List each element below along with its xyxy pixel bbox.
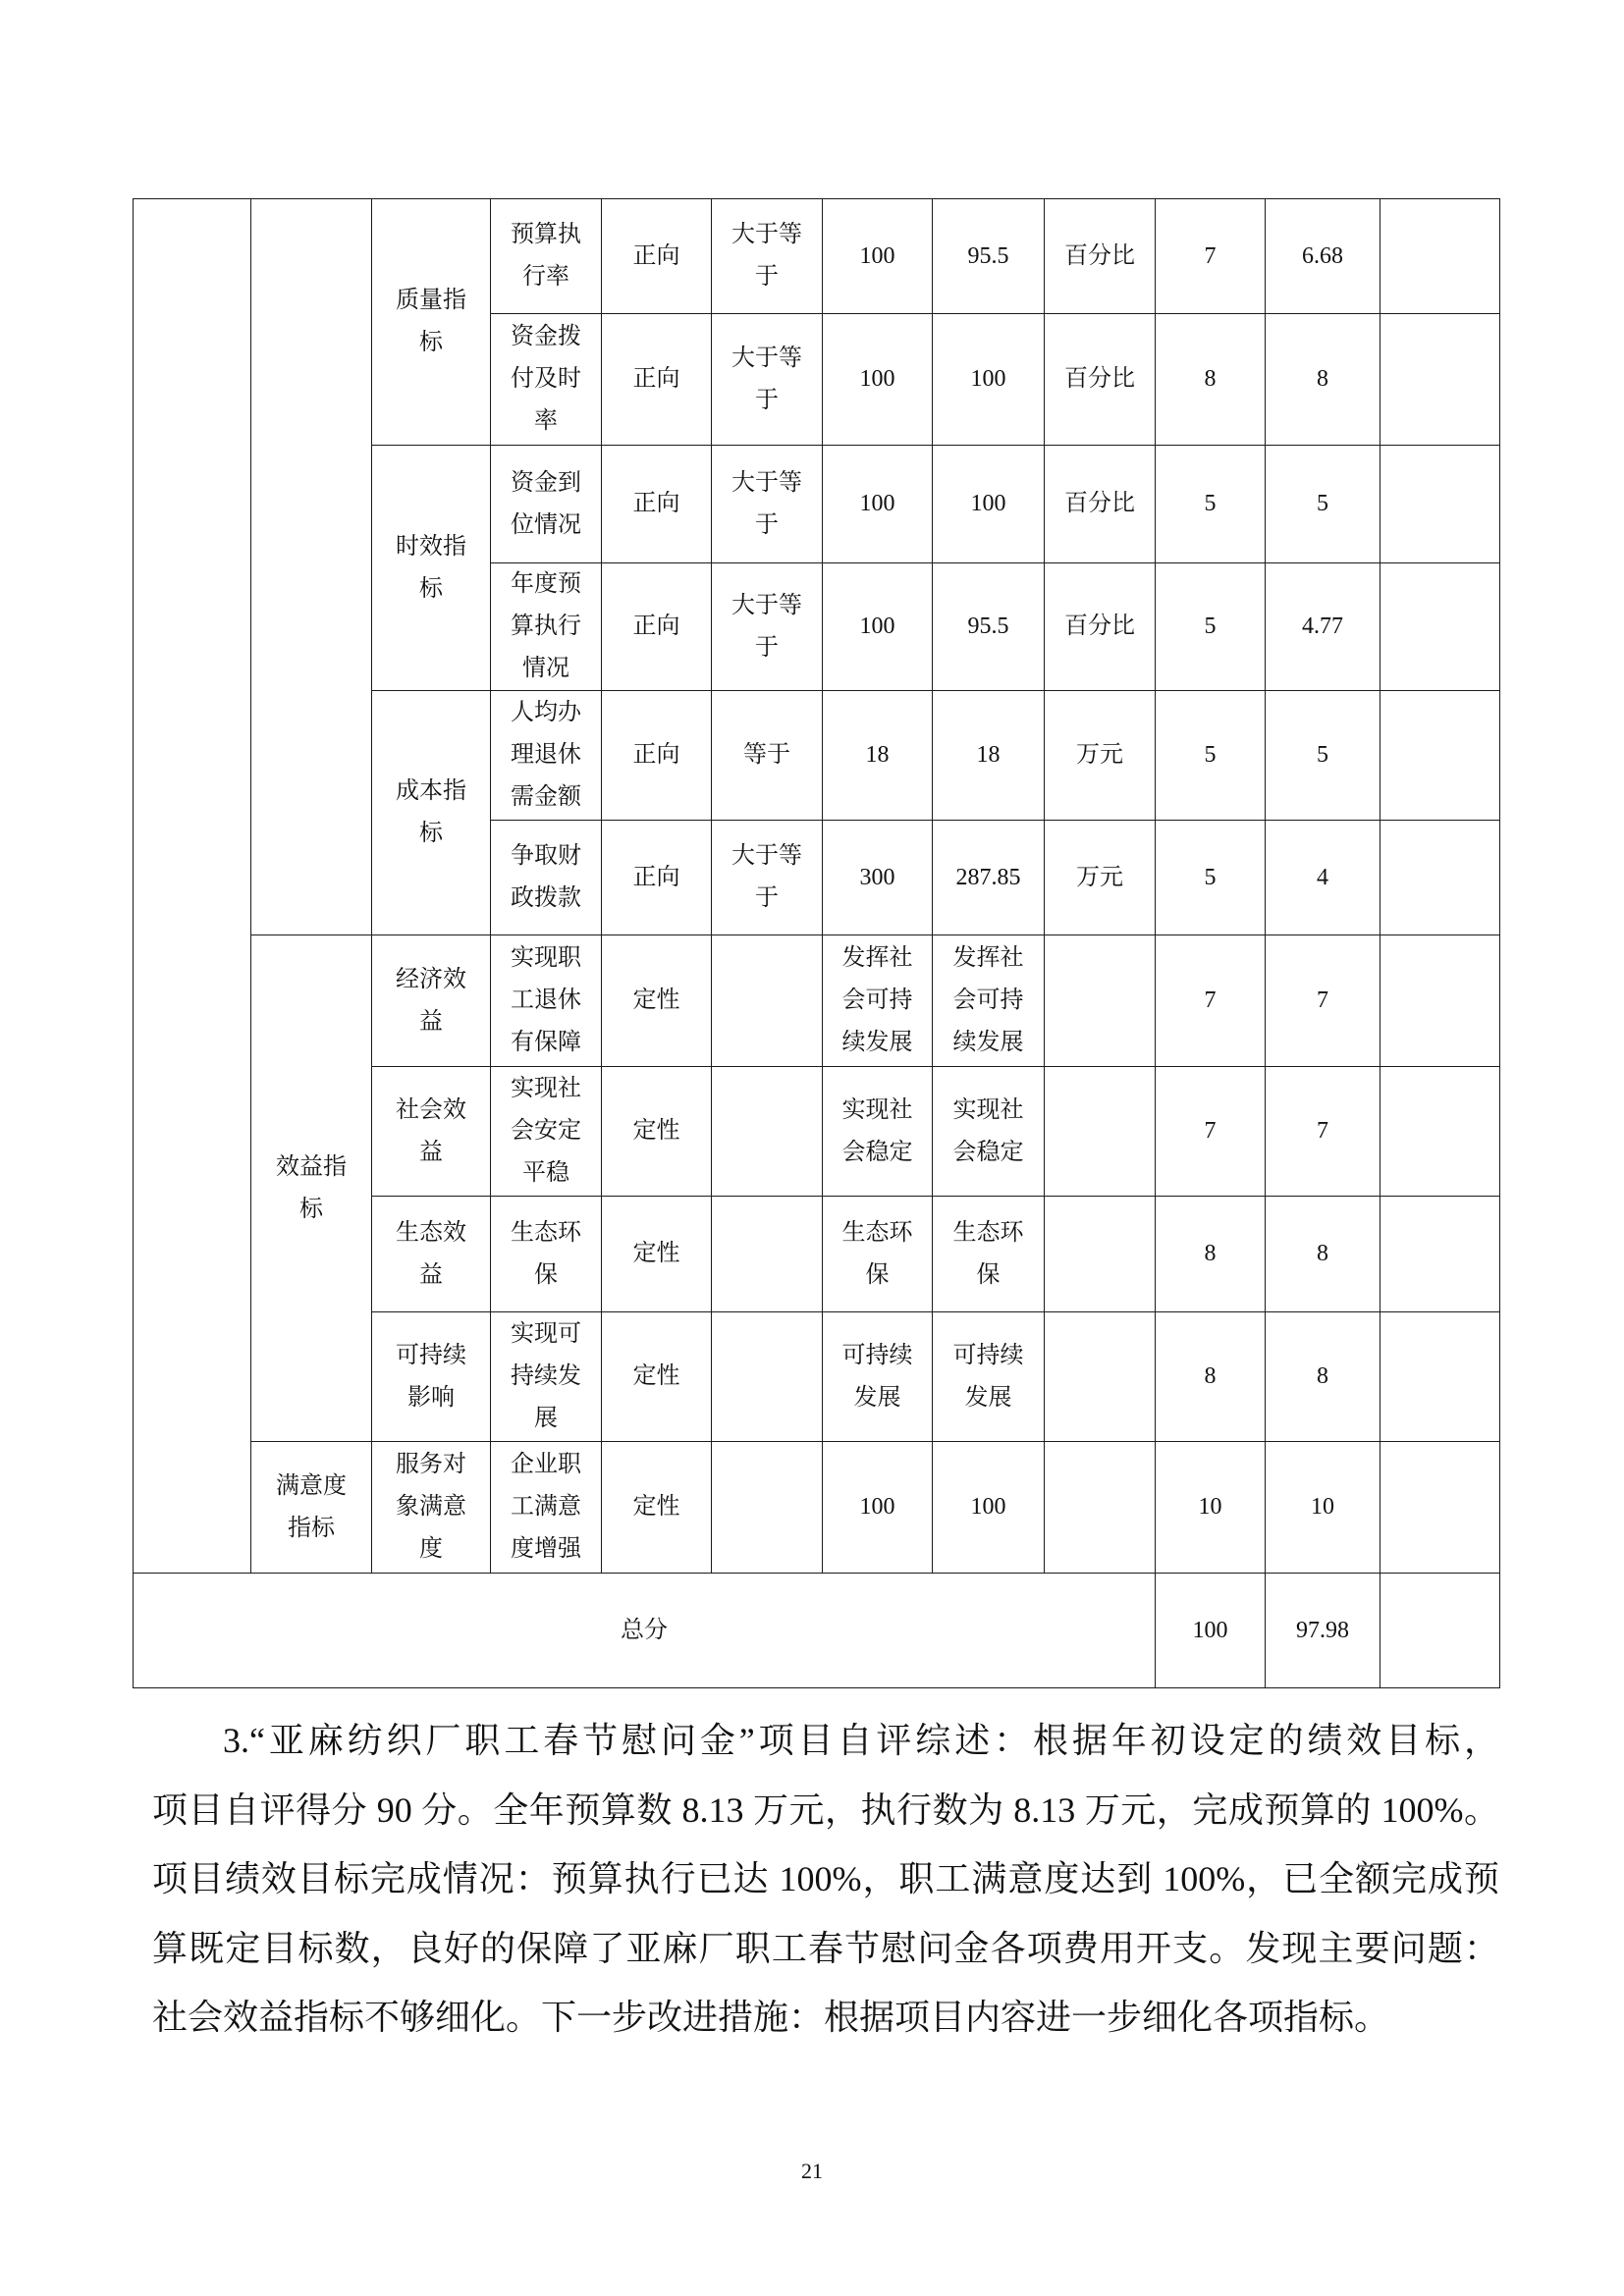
level3-indicator-label: 资金到位情况 <box>511 469 581 538</box>
comparison-cell <box>712 446 823 563</box>
direction-cell <box>602 1442 712 1574</box>
actual-value: 100 <box>970 1494 1006 1520</box>
level2-indicator-label: 生态效益 <box>396 1219 466 1288</box>
score-cell <box>1266 1067 1380 1197</box>
remark-cell <box>1380 314 1500 446</box>
weight-cell <box>1156 821 1266 935</box>
total-weight-cell <box>1156 1574 1266 1688</box>
direction-value: 定性 <box>632 1118 680 1144</box>
score-cell <box>1266 821 1380 935</box>
target-value: 300 <box>859 864 895 890</box>
score-value: 5 <box>1317 742 1328 768</box>
weight-value: 7 <box>1204 988 1217 1013</box>
total-row <box>134 1574 1500 1688</box>
remark-cell <box>1380 691 1500 821</box>
annual-indicator-cell <box>134 199 251 1574</box>
direction-value: 定性 <box>632 1494 680 1520</box>
score-value: 8 <box>1317 1241 1328 1266</box>
direction-cell <box>602 314 712 446</box>
direction-cell <box>602 1197 712 1312</box>
score-value: 4.77 <box>1302 614 1343 639</box>
actual-value: 发挥社会可持续发展 <box>952 945 1024 1055</box>
score-value: 7 <box>1317 1118 1328 1144</box>
level3-indicator-cell <box>491 1312 602 1442</box>
level2-indicator-label: 社会效益 <box>396 1096 466 1165</box>
remark-cell <box>1380 821 1500 935</box>
comparison-value: 大于等于 <box>731 843 802 911</box>
target-value-cell <box>823 691 933 821</box>
target-value-cell <box>823 1442 933 1574</box>
weight-value: 7 <box>1204 1118 1217 1144</box>
target-value-cell <box>823 1312 933 1442</box>
actual-value: 可持续发展 <box>952 1342 1024 1411</box>
score-cell <box>1266 314 1380 446</box>
target-value-cell <box>823 1067 933 1197</box>
score-cell <box>1266 1197 1380 1312</box>
level3-indicator-cell <box>491 935 602 1067</box>
unit-cell <box>1045 1197 1156 1312</box>
level2-indicator-cell <box>372 199 491 446</box>
unit-value: 万元 <box>1076 864 1123 890</box>
level2-indicator-cell <box>372 1312 491 1442</box>
unit-cell <box>1045 691 1156 821</box>
level3-indicator-cell <box>491 691 602 821</box>
direction-value: 正向 <box>632 366 680 392</box>
summary-line: 算既定目标数，良好的保障了亚麻厂职工春节慰问金各项费用开支。发现主要问题： <box>152 1928 1499 1968</box>
weight-value: 10 <box>1198 1494 1222 1520</box>
level2-indicator-label: 经济效益 <box>396 966 466 1035</box>
score-value: 8 <box>1317 1363 1328 1389</box>
remark-cell <box>1380 1312 1500 1442</box>
score-value: 4 <box>1317 864 1328 890</box>
table-row <box>134 935 1500 1067</box>
comparison-value: 大于等于 <box>731 222 802 290</box>
target-value: 100 <box>859 1494 895 1520</box>
target-value: 可持续发展 <box>841 1342 913 1411</box>
level2-indicator-label: 成本指标 <box>396 778 466 846</box>
direction-cell <box>602 1312 712 1442</box>
weight-cell <box>1156 314 1266 446</box>
unit-value: 百分比 <box>1064 491 1135 516</box>
level3-indicator-cell <box>491 821 602 935</box>
level3-indicator-label: 实现社会安定平稳 <box>511 1076 581 1186</box>
comparison-cell <box>712 1312 823 1442</box>
actual-value: 287.85 <box>955 864 1021 890</box>
remark-cell <box>1380 935 1500 1067</box>
level3-indicator-cell <box>491 1067 602 1197</box>
score-cell <box>1266 1442 1380 1574</box>
remark-cell <box>1380 446 1500 563</box>
target-value: 18 <box>865 742 890 768</box>
remark-cell <box>1380 199 1500 314</box>
target-value: 100 <box>859 242 895 269</box>
total-label: 总分 <box>621 1617 668 1643</box>
unit-value: 百分比 <box>1064 366 1135 392</box>
target-value: 100 <box>859 366 895 392</box>
comparison-value: 大于等于 <box>731 469 802 538</box>
level2-indicator-cell <box>372 1067 491 1197</box>
summary-line: 3.“亚麻纺织厂职工春节慰问金”项目自评综述：根据年初设定的绩效目标， <box>223 1721 1499 1760</box>
target-value: 100 <box>859 614 895 639</box>
direction-value: 正向 <box>632 742 680 768</box>
direction-cell <box>602 821 712 935</box>
page-number: 21 <box>801 2159 823 2183</box>
actual-value: 实现社会稳定 <box>952 1096 1024 1165</box>
score-value: 8 <box>1317 366 1328 392</box>
unit-cell <box>1045 935 1156 1067</box>
weight-cell <box>1156 446 1266 563</box>
level3-indicator-label: 资金拨付及时率 <box>511 324 581 434</box>
remark-cell <box>1380 1574 1500 1688</box>
actual-value-cell <box>933 691 1045 821</box>
level3-indicator-label: 生态环保 <box>511 1219 581 1288</box>
unit-cell <box>1045 1067 1156 1197</box>
performance-indicator-table <box>133 198 1500 1688</box>
remark-cell <box>1380 1067 1500 1197</box>
comparison-cell <box>712 821 823 935</box>
level2-indicator-cell <box>372 691 491 935</box>
direction-cell <box>602 691 712 821</box>
weight-value: 8 <box>1204 1241 1217 1266</box>
unit-cell <box>1045 1442 1156 1574</box>
score-cell <box>1266 446 1380 563</box>
comparison-cell <box>712 1067 823 1197</box>
level1-indicator-cell <box>251 935 372 1442</box>
actual-value-cell <box>933 1197 1045 1312</box>
level2-indicator-cell <box>372 1442 491 1574</box>
weight-value: 7 <box>1204 242 1217 269</box>
direction-value: 定性 <box>632 988 680 1013</box>
level3-indicator-cell <box>491 314 602 446</box>
comparison-value: 等于 <box>743 742 790 768</box>
comparison-cell <box>712 691 823 821</box>
actual-value-cell <box>933 1312 1045 1442</box>
level3-indicator-label: 年度预算执行情况 <box>511 571 581 681</box>
unit-value: 百分比 <box>1064 614 1135 639</box>
unit-value: 百分比 <box>1064 242 1135 269</box>
level3-indicator-cell <box>491 446 602 563</box>
target-value-cell <box>823 446 933 563</box>
actual-value: 100 <box>970 491 1006 516</box>
actual-value-cell <box>933 563 1045 691</box>
level2-indicator-cell <box>372 446 491 691</box>
actual-value: 100 <box>970 366 1006 392</box>
score-cell <box>1266 1312 1380 1442</box>
level3-indicator-label: 实现可持续发展 <box>511 1321 581 1431</box>
direction-value: 定性 <box>632 1363 680 1389</box>
weight-cell <box>1156 1197 1266 1312</box>
level1-indicator-label: 满意度指标 <box>276 1472 347 1541</box>
remark-cell <box>1380 563 1500 691</box>
actual-value-cell <box>933 1067 1045 1197</box>
direction-cell <box>602 446 712 563</box>
target-value-cell <box>823 1197 933 1312</box>
total-score-cell <box>1266 1574 1380 1688</box>
actual-value: 生态环保 <box>952 1219 1024 1288</box>
comparison-cell <box>712 935 823 1067</box>
unit-cell <box>1045 199 1156 314</box>
comparison-value: 大于等于 <box>731 345 802 413</box>
total-label-cell <box>134 1574 1156 1688</box>
weight-cell <box>1156 1067 1266 1197</box>
unit-cell <box>1045 1312 1156 1442</box>
level3-indicator-label: 企业职工满意度增强 <box>511 1452 581 1562</box>
level3-indicator-label: 实现职工退休有保障 <box>511 945 581 1055</box>
comparison-value: 大于等于 <box>731 592 802 661</box>
target-value: 实现社会稳定 <box>841 1096 913 1165</box>
comparison-cell <box>712 314 823 446</box>
target-value-cell <box>823 563 933 691</box>
comparison-cell <box>712 1442 823 1574</box>
direction-cell <box>602 199 712 314</box>
total-weight-value: 100 <box>1192 1617 1228 1643</box>
summary-line: 项目自评得分 90 分。全年预算数 8.13 万元，执行数为 8.13 万元，完成预算的 100%。 <box>152 1789 1499 1830</box>
weight-cell <box>1156 935 1266 1067</box>
direction-value: 正向 <box>632 491 680 516</box>
unit-value: 万元 <box>1076 742 1123 768</box>
score-value: 6.68 <box>1302 242 1343 269</box>
target-value-cell <box>823 199 933 314</box>
score-cell <box>1266 199 1380 314</box>
actual-value: 95.5 <box>967 614 1009 639</box>
level3-indicator-label: 人均办理退休需金额 <box>511 700 581 810</box>
level3-indicator-cell <box>491 1197 602 1312</box>
level2-indicator-cell <box>372 1197 491 1312</box>
target-value: 生态环保 <box>841 1219 913 1288</box>
unit-cell <box>1045 446 1156 563</box>
score-cell <box>1266 691 1380 821</box>
weight-value: 8 <box>1204 366 1217 392</box>
level2-indicator-label: 服务对象满意度 <box>396 1452 466 1562</box>
direction-cell <box>602 935 712 1067</box>
level2-indicator-cell <box>372 935 491 1067</box>
target-value: 发挥社会可持续发展 <box>841 945 913 1055</box>
actual-value-cell <box>933 446 1045 563</box>
level1-indicator-cell <box>251 1442 372 1574</box>
summary-line: 社会效益指标不够细化。下一步改进措施：根据项目内容进一步细化各项指标。 <box>152 1998 1390 2037</box>
score-value: 5 <box>1317 491 1328 516</box>
direction-value: 正向 <box>632 864 680 890</box>
project-summary-paragraph <box>152 1706 1499 2053</box>
target-value-cell <box>823 821 933 935</box>
unit-cell <box>1045 563 1156 691</box>
actual-value: 18 <box>976 742 1001 768</box>
direction-value: 定性 <box>632 1241 680 1266</box>
direction-cell <box>602 1067 712 1197</box>
level2-indicator-label: 质量指标 <box>396 288 466 355</box>
remark-cell <box>1380 1197 1500 1312</box>
actual-value-cell <box>933 821 1045 935</box>
level3-indicator-cell <box>491 1442 602 1574</box>
target-value-cell <box>823 935 933 1067</box>
target-value: 100 <box>859 491 895 516</box>
summary-line: 项目绩效目标完成情况：预算执行已达 100%，职工满意度达到 100%，已全额完成预 <box>152 1859 1499 1898</box>
comparison-cell <box>712 199 823 314</box>
table-row <box>134 199 1500 314</box>
comparison-cell <box>712 563 823 691</box>
level1-indicator-cell <box>251 199 372 935</box>
level3-indicator-cell <box>491 199 602 314</box>
unit-cell <box>1045 821 1156 935</box>
unit-cell <box>1045 314 1156 446</box>
weight-cell <box>1156 691 1266 821</box>
comparison-cell <box>712 1197 823 1312</box>
weight-value: 5 <box>1204 742 1217 768</box>
level3-indicator-label: 预算执行率 <box>511 222 581 290</box>
score-cell <box>1266 563 1380 691</box>
direction-cell <box>602 563 712 691</box>
weight-value: 5 <box>1204 864 1217 890</box>
weight-value: 5 <box>1204 491 1217 516</box>
actual-value-cell <box>933 1442 1045 1574</box>
level2-indicator-label: 时效指标 <box>396 533 466 602</box>
actual-value-cell <box>933 314 1045 446</box>
level3-indicator-cell <box>491 563 602 691</box>
weight-cell <box>1156 1312 1266 1442</box>
level3-indicator-label: 争取财政拨款 <box>511 843 581 911</box>
actual-value-cell <box>933 199 1045 314</box>
weight-cell <box>1156 1442 1266 1574</box>
actual-value-cell <box>933 935 1045 1067</box>
direction-value: 正向 <box>632 242 680 269</box>
level2-indicator-label: 可持续影响 <box>396 1342 466 1411</box>
target-value-cell <box>823 314 933 446</box>
score-value: 7 <box>1317 988 1328 1013</box>
remark-cell <box>1380 1442 1500 1574</box>
weight-cell <box>1156 563 1266 691</box>
actual-value: 95.5 <box>967 242 1009 269</box>
total-score-value: 97.98 <box>1296 1617 1349 1643</box>
level1-indicator-label: 效益指标 <box>276 1153 347 1222</box>
score-value: 10 <box>1311 1494 1334 1520</box>
weight-value: 8 <box>1204 1363 1217 1389</box>
direction-value: 正向 <box>632 614 680 639</box>
score-cell <box>1266 935 1380 1067</box>
weight-cell <box>1156 199 1266 314</box>
table-row <box>134 1442 1500 1574</box>
weight-value: 5 <box>1204 614 1217 639</box>
